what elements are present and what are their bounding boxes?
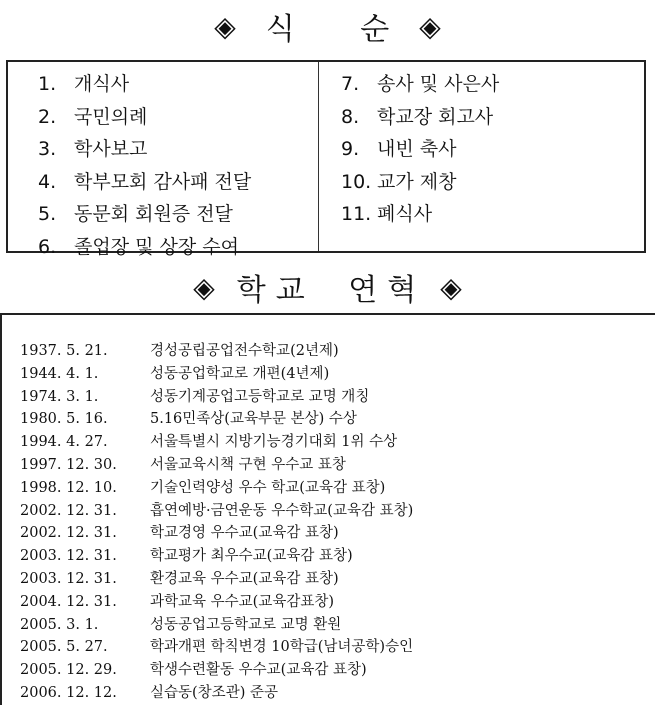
history-event: 성동기계공업고등학교로 교명 개칭	[150, 388, 370, 405]
program-item-number: 10.	[341, 170, 372, 193]
program-item-number: 2.	[38, 105, 57, 128]
program-item-text: 졸업장 및 상장 수여	[74, 235, 239, 258]
history-date: 1937. 5. 21.	[20, 343, 108, 359]
program-item-number: 11.	[341, 203, 372, 225]
program-item-number: 7.	[341, 73, 360, 95]
history-date: 2003. 12. 31.	[20, 548, 117, 565]
program-item-text: 동문회 회원증 전달	[74, 203, 233, 225]
history-event: 기술인력양성 우수 학교(교육감 표창)	[150, 479, 386, 496]
history-date: 1974. 3. 1.	[20, 388, 99, 405]
program-item	[38, 68, 251, 101]
history-entry	[20, 636, 413, 659]
history-date: 1944. 4. 1.	[20, 365, 99, 382]
program-item-text: 내빈 축사	[377, 138, 457, 160]
program-item	[38, 133, 251, 166]
history-event: 서울교육시책 구현 우수교 표창	[150, 456, 346, 473]
history-entry	[20, 659, 413, 682]
program-item-text: 학교장 회고사	[377, 105, 494, 128]
history-entry	[20, 431, 413, 454]
program-item-text: 학사보고	[74, 138, 148, 160]
history-entry	[20, 568, 413, 591]
history-event: 학생수련활동 우수교(교육감 표창)	[150, 662, 367, 679]
program-item-number: 3.	[38, 138, 57, 160]
history-date: 2004. 12. 31.	[20, 593, 117, 610]
ceremony-program-right-column	[341, 68, 499, 231]
history-date: 1980. 5. 16.	[20, 411, 108, 428]
history-title: 학교 연혁	[236, 273, 427, 308]
history-date: 2002. 12. 31.	[20, 502, 117, 519]
program-item	[341, 133, 499, 166]
history-entry	[20, 454, 413, 477]
history-event: 학과개편 학칙변경 10학급(남녀공학)승인	[150, 639, 414, 656]
history-entry	[20, 522, 413, 545]
program-item-number: 1.	[38, 73, 57, 95]
history-entry	[20, 591, 413, 614]
program-item-text: 개식사	[74, 73, 130, 95]
diamond-bullet-icon: ◈	[193, 270, 215, 304]
history-entry	[20, 340, 413, 363]
history-heading	[0, 265, 655, 309]
history-event: 실습동(창조관) 준공	[150, 684, 278, 701]
diamond-bullet-icon: ◈	[214, 9, 236, 43]
program-item	[38, 101, 251, 134]
program-item	[38, 166, 251, 199]
history-date: 2003. 12. 31.	[20, 570, 117, 587]
program-item-text: 송사 및 사은사	[377, 73, 500, 95]
ceremony-title: 식 순	[265, 12, 390, 47]
program-item-number: 6.	[38, 235, 57, 258]
history-entry	[20, 500, 413, 523]
program-item-text: 폐식사	[377, 203, 433, 225]
diamond-bullet-icon: ◈	[440, 270, 462, 304]
history-event: 성동공업고등학교로 교명 환원	[150, 616, 342, 633]
ceremony-program-left-column	[38, 68, 251, 263]
history-event: 5.16민족상(교육부문 본상) 수상	[150, 411, 357, 428]
history-entry	[20, 545, 413, 568]
history-entry	[20, 614, 413, 637]
program-item-number: 5.	[38, 203, 57, 225]
program-item	[341, 101, 499, 134]
history-date: 2005. 3. 1.	[20, 616, 99, 633]
program-item-text: 교가 제창	[377, 170, 457, 193]
program-item	[341, 68, 499, 101]
program-item	[38, 198, 251, 231]
history-event: 학교평가 최우수교(교육감 표창)	[150, 548, 353, 565]
history-date: 2005. 5. 27.	[20, 639, 108, 656]
history-date: 1994. 4. 27.	[20, 434, 108, 451]
history-event: 환경교육 우수교(교육감 표창)	[150, 570, 339, 587]
history-entry	[20, 386, 413, 409]
history-date: 1998. 12. 10.	[20, 479, 117, 496]
diamond-bullet-icon: ◈	[419, 9, 441, 43]
history-event: 서울특별시 지방기능경기대회 1위 수상	[150, 434, 398, 451]
history-event: 경성공립공업전수학교(2년제)	[150, 343, 339, 359]
program-item-text: 학부모회 감사패 전달	[74, 170, 252, 193]
column-divider	[318, 62, 319, 251]
history-entry	[20, 408, 413, 431]
history-date: 1997. 12. 30.	[20, 456, 117, 473]
history-box	[0, 313, 655, 705]
ceremony-program-box	[6, 60, 646, 258]
history-entry	[20, 682, 413, 705]
history-entry	[20, 363, 413, 386]
ceremony-heading	[0, 4, 655, 48]
program-item-text: 국민의례	[74, 105, 148, 128]
history-event: 과학교육 우수교(교육감표창)	[150, 593, 335, 610]
history-event: 학교경영 우수교(교육감 표창)	[150, 525, 339, 542]
program-item	[341, 198, 499, 231]
history-event: 성동공업학교로 개편(4년제)	[150, 365, 330, 382]
history-list	[20, 340, 413, 705]
program-item	[341, 166, 499, 199]
history-date: 2005. 12. 29.	[20, 662, 117, 679]
program-item	[38, 231, 251, 264]
program-item-number: 9.	[341, 138, 360, 160]
program-item-number: 8.	[341, 105, 360, 128]
history-date: 2006. 12. 12.	[20, 684, 117, 701]
history-event: 흡연예방·금연운동 우수학교(교육감 표창)	[150, 502, 414, 519]
program-item-number: 4.	[38, 170, 57, 193]
history-entry	[20, 477, 413, 500]
history-date: 2002. 12. 31.	[20, 525, 117, 542]
